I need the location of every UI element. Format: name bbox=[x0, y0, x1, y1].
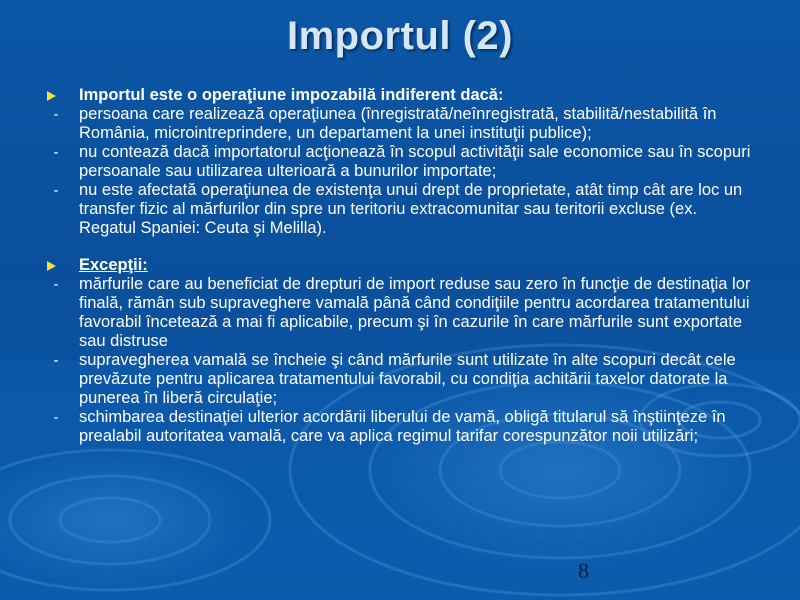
list-item bbox=[46, 105, 758, 143]
section1-heading: Importul este o operaţiune impozabilă indiferent dacă: bbox=[79, 86, 504, 104]
list-item-text: nu este afectată operaţiunea de existenţa unui drept de proprietate, atât timp cât are loc un transfer fizic al mărfurilor din spre un teritoriu extracomunitar sau teritorii excluse (ex. Regatul Spaniei: Ceuta şi Melilla). bbox=[79, 181, 743, 237]
dash-bullet-icon: - bbox=[53, 409, 59, 426]
list-item-text: schimbarea destinaţiei ulterior acordării liberului de vamă, obligă titularul să înştiinţeze în prealabil autoritatea vamală, care va aplica regimul tarifar corespunzător noii utilizări; bbox=[79, 408, 726, 445]
list-item bbox=[46, 408, 758, 446]
section2-heading: Excepţii: bbox=[79, 256, 148, 274]
dash-bullet-icon: - bbox=[53, 106, 59, 123]
bullet-heading-exceptii bbox=[46, 256, 758, 275]
bullet-heading-importul bbox=[46, 86, 758, 105]
dash-bullet-icon: - bbox=[53, 352, 59, 369]
dash-bullet-icon: - bbox=[53, 182, 59, 199]
slide-content bbox=[46, 86, 758, 446]
list-item bbox=[46, 181, 758, 238]
list-item bbox=[46, 351, 758, 408]
list-item bbox=[46, 143, 758, 181]
dash-bullet-icon: - bbox=[53, 144, 59, 161]
list-item-text: persoana care realizează operaţiunea (înregistrată/neînregistrată, stabilită/nestabilită în România, microintreprindere, un departament la unei instituţii publice); bbox=[79, 105, 717, 142]
section-gap bbox=[46, 238, 758, 256]
arrow-bullet-icon bbox=[46, 256, 62, 271]
list-item-text: mărfurile care au beneficiat de drepturi de import reduse sau zero în funcţie de destinaţia lor finală, rămân sub supraveghere vamală până când condiţiile pentru acordarea tratamentului favorabil încetează a mai fi aplicabile, precum şi în cazurile în care mărfurile sunt exportate sau distruse bbox=[79, 275, 751, 350]
list-item-text: supravegherea vamală se încheie şi când mărfurile sunt utilizate în alte scopuri decât cele prevăzute pentru aplicarea tratamentului favorabil, cu condiţia achitării taxelor datorate la punerea în liberă circulaţie; bbox=[79, 351, 736, 407]
arrow-bullet-icon bbox=[46, 86, 62, 101]
dash-bullet-icon: - bbox=[53, 276, 59, 293]
slide-title: Importul (2) bbox=[287, 14, 513, 58]
list-item bbox=[46, 275, 758, 351]
page-number: 8 bbox=[578, 558, 589, 583]
list-item-text: nu contează dacă importatorul acţionează în scopul activităţii sale economice sau în scopuri persoanale sau utilizarea ulterioară a bunurilor importate; bbox=[79, 143, 751, 180]
